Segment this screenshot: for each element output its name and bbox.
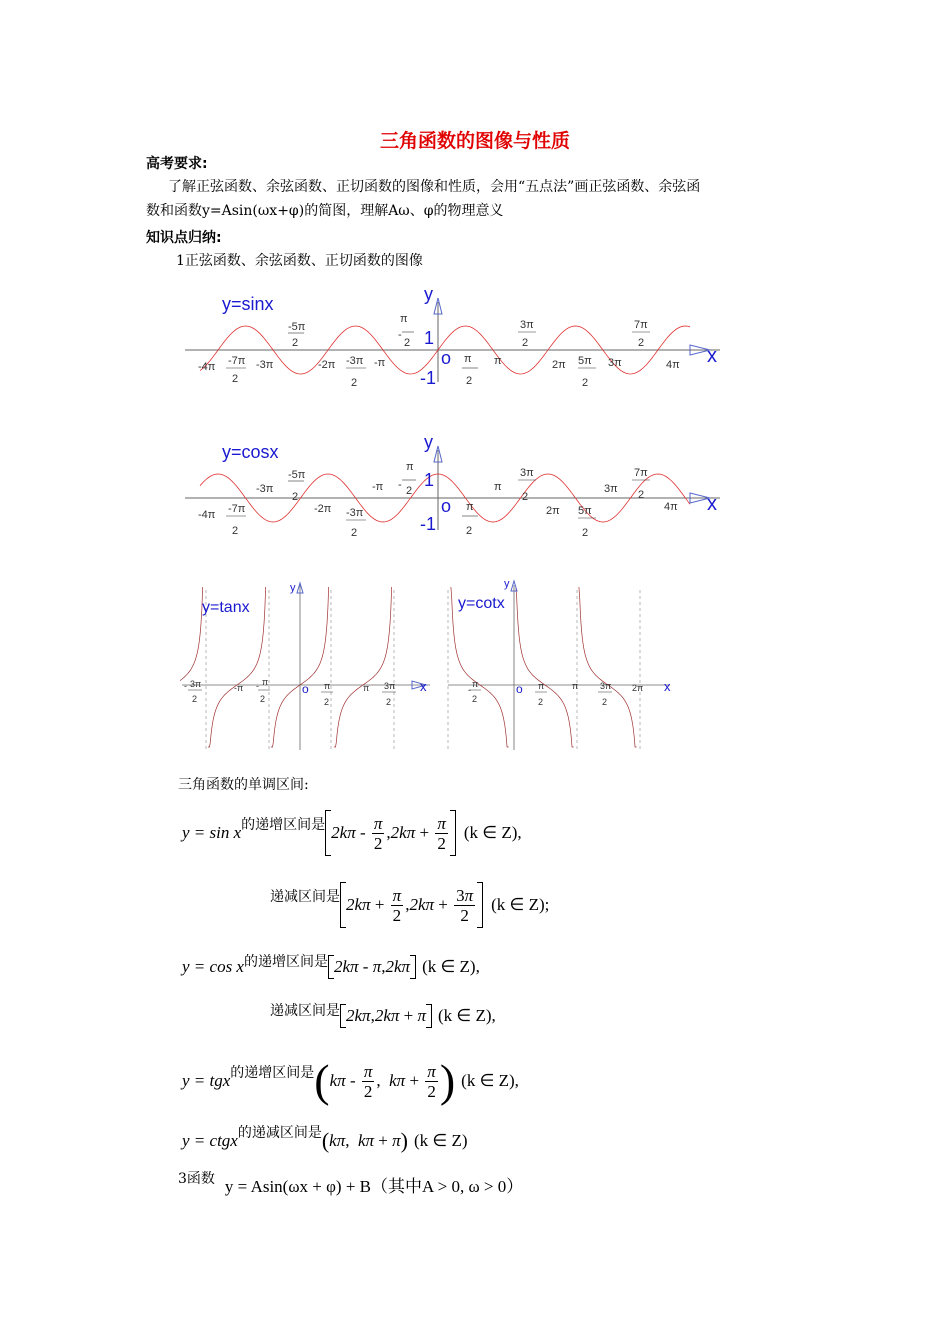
cos-tick-neg-5pi-2: -5π	[288, 469, 306, 481]
cos-y-label: y	[424, 432, 433, 452]
ctg-decreasing-row: y = ctgx 的递减区间是 ( kπ , kπ + π ) (k ∈ Z)	[182, 1128, 468, 1154]
sin-tick-3pi: 3π	[608, 357, 622, 369]
cos-tick-pi-2: π	[406, 461, 414, 473]
item3-row	[178, 1172, 523, 1197]
cos-dec-text: 递减区间是	[270, 1003, 340, 1019]
cos-label: y=cosx	[222, 442, 279, 462]
sin-tick-neg-4pi: -4π	[198, 361, 216, 373]
sin-tick-neg-7pi-2: -7π	[228, 355, 246, 367]
svg-text:2: 2	[351, 527, 358, 539]
sin-origin-label: o	[441, 348, 452, 368]
cot-origin-label: o	[516, 682, 523, 696]
item3-formula: y = Asin(ωx + φ) + B（其中A > 0, ω > 0）	[224, 1177, 524, 1196]
svg-text:2: 2	[582, 527, 589, 539]
sin-tick-pi-2: π	[400, 313, 408, 325]
tg-inc-kz: (k ∈ Z)	[461, 1071, 515, 1090]
sin-dec-kz: (k ∈ Z)	[491, 895, 545, 914]
svg-text:2: 2	[232, 525, 239, 537]
cos-tick-neg-3pi: -3π	[256, 483, 274, 495]
svg-text:3π: 3π	[384, 681, 396, 691]
sin-tick-2pi: 2π	[552, 359, 566, 371]
svg-text:2: 2	[386, 697, 392, 707]
svg-text:2: 2	[404, 337, 411, 349]
sin-x-label: x	[707, 345, 717, 367]
tan-origin-label: o	[302, 682, 309, 696]
sin-neg-one-label: -1	[420, 368, 437, 388]
svg-text:2: 2	[602, 697, 608, 707]
cos-tick-4pi: 4π	[664, 501, 678, 513]
sin-tick-neg-pi: -π	[374, 357, 386, 369]
tg-increasing-row: y = tgx 的递增区间是 ( kπ - $\frac{\pi}{2}$ , kπ + $\frac{\pi}{2}$ ) (k ∈ Z) ,	[182, 1055, 519, 1106]
sin-y-label: y	[424, 284, 433, 304]
sin-inc-text: 的递增区间是	[241, 817, 326, 833]
tg-fn: y = tgx	[182, 1071, 231, 1090]
cos-inc-kz: (k ∈ Z)	[422, 957, 476, 976]
sin-one-label: 1	[424, 328, 435, 348]
tan-cot-graphs	[180, 575, 680, 755]
svg-text:-: -	[398, 329, 402, 341]
svg-text:2: 2	[638, 489, 645, 501]
svg-text:2: 2	[351, 377, 358, 389]
requirements-heading: 高考要求:	[146, 156, 208, 172]
svg-text:π: π	[472, 679, 479, 689]
sin-tick-neg-3pi: -3π	[256, 359, 274, 371]
svg-text:π: π	[572, 681, 579, 691]
cos-tick-3pi: 3π	[604, 483, 618, 495]
cos-neg-one-label: -1	[420, 514, 437, 534]
sin-increasing-row: y = sin x 的递增区间是 2kπ - $\frac{\pi}{2}$ , 2kπ + $\frac{\pi}{2}$ (k ∈ Z) ,	[182, 810, 522, 856]
tg-inc-text: 的递增区间是	[230, 1065, 315, 1081]
ctg-dec-kz: (k ∈ Z)	[414, 1131, 468, 1150]
cos-decreasing-row: 递减区间是 2kπ , 2kπ + π (k ∈ Z) ,	[270, 1004, 496, 1028]
svg-text:2: 2	[638, 337, 645, 349]
svg-text:-: -	[398, 479, 402, 491]
sin-tick-4pi: 4π	[666, 359, 680, 371]
svg-text:2: 2	[522, 337, 529, 349]
sin-dec-text: 递减区间是	[270, 889, 340, 905]
sin-tick-pi: π	[494, 355, 502, 367]
cot-y-label: y	[504, 578, 510, 590]
cos-tick-neg-3pi-2: -3π	[346, 507, 364, 519]
cos-tick-neg-pi: -π	[372, 481, 384, 493]
sin-tick-neg-3pi-2: -3π	[346, 355, 364, 367]
svg-text:2: 2	[538, 697, 544, 707]
cot-x-label: x	[664, 679, 671, 694]
sin-decreasing-row: 递减区间是 2kπ + $\frac{\pi}{2}$ , 2kπ + $\frac{3\pi}{2}$ (k ∈ Z) ;	[270, 882, 549, 928]
svg-text:π: π	[262, 677, 269, 687]
svg-text:2: 2	[472, 694, 478, 704]
sin-tick-5pi-2: 5π	[578, 355, 592, 367]
cos-fn: y = cos x	[182, 957, 244, 976]
svg-text:π: π	[363, 683, 370, 693]
cos-tick-3pi-2: 3π	[520, 467, 534, 479]
cos-increasing-row: y = cos x 的递增区间是 2kπ - π , 2kπ (k ∈ Z) ,	[182, 955, 480, 979]
svg-text:3π: 3π	[190, 679, 202, 689]
cos-origin-label: o	[441, 496, 452, 516]
item1-heading: 1正弦函数、余弦函数、正切函数的图像	[176, 253, 423, 269]
tan-x-label: x	[420, 679, 427, 694]
monotone-intro: 三角函数的单调区间:	[178, 777, 309, 793]
sin-tick-7pi-2: 7π	[634, 319, 648, 331]
svg-text:2: 2	[292, 337, 299, 349]
knowledge-heading: 知识点归纳:	[146, 230, 222, 246]
svg-text:3π: 3π	[600, 681, 612, 691]
svg-text:2π: 2π	[632, 683, 644, 693]
sin-inc-kz: (k ∈ Z)	[463, 823, 518, 842]
cos-one-label: 1	[424, 470, 435, 490]
cot-label: y=cotx	[458, 595, 505, 612]
requirements-text-line1: 了解正弦函数、余弦函数、正切函数的图像和性质，会用“五点法”画正弦函数、余弦函	[168, 179, 701, 195]
tan-y-label: y	[290, 582, 296, 594]
svg-text:2: 2	[260, 694, 266, 704]
page-title: 三角函数的图像与性质	[379, 130, 570, 152]
svg-text:2: 2	[466, 525, 473, 537]
cos-tick-pi-2-low: π	[466, 501, 474, 513]
svg-text:-: -	[184, 681, 187, 691]
sin-graph	[180, 282, 740, 402]
item3-prefix: 3函数	[178, 1170, 215, 1187]
svg-text:π: π	[538, 681, 545, 691]
sin-tick-3pi-2: 3π	[520, 319, 534, 331]
sin-label: y=sinx	[222, 294, 274, 314]
svg-text:2: 2	[292, 491, 299, 503]
cos-tick-pi: π	[494, 481, 502, 493]
cos-dec-kz: (k ∈ Z)	[438, 1006, 492, 1025]
cos-tick-5pi-2: 5π	[578, 505, 592, 517]
svg-text:-π: -π	[234, 683, 244, 693]
svg-text:2: 2	[324, 697, 330, 707]
sin-tick-pi-2-low: π	[464, 353, 472, 365]
sin-tick-neg-5pi-2: -5π	[288, 321, 306, 333]
asymptotes	[206, 590, 640, 750]
requirements-text-line2: 数和函数y=Asin(ωx+φ)的简图，理解Aω、φ的物理意义	[146, 203, 504, 219]
ctg-fn: y = ctgx	[182, 1131, 238, 1150]
cos-tick-neg-4pi: -4π	[198, 509, 216, 521]
svg-text:2: 2	[232, 373, 239, 385]
tan-label: y=tanx	[202, 599, 250, 616]
svg-text:2: 2	[582, 377, 589, 389]
svg-text:-: -	[256, 681, 259, 691]
cos-tick-neg-7pi-2: -7π	[228, 503, 246, 515]
cos-tick-2pi: 2π	[546, 505, 560, 517]
cos-inc-text: 的递增区间是	[243, 954, 328, 970]
cos-x-label: x	[707, 493, 717, 515]
ctg-dec-text: 的递减区间是	[237, 1125, 322, 1141]
sin-fn: y = sin x	[182, 823, 242, 842]
svg-text:2: 2	[466, 375, 473, 387]
sin-tick-neg-2pi: -2π	[318, 359, 336, 371]
svg-text:π: π	[324, 681, 331, 691]
cos-tick-neg-2pi: -2π	[314, 503, 332, 515]
cos-graph	[180, 430, 740, 550]
svg-text:2: 2	[406, 485, 413, 497]
svg-text:2: 2	[192, 694, 198, 704]
svg-text:-: -	[468, 685, 471, 695]
svg-text:2: 2	[522, 491, 529, 503]
cos-tick-7pi-2: 7π	[634, 467, 648, 479]
